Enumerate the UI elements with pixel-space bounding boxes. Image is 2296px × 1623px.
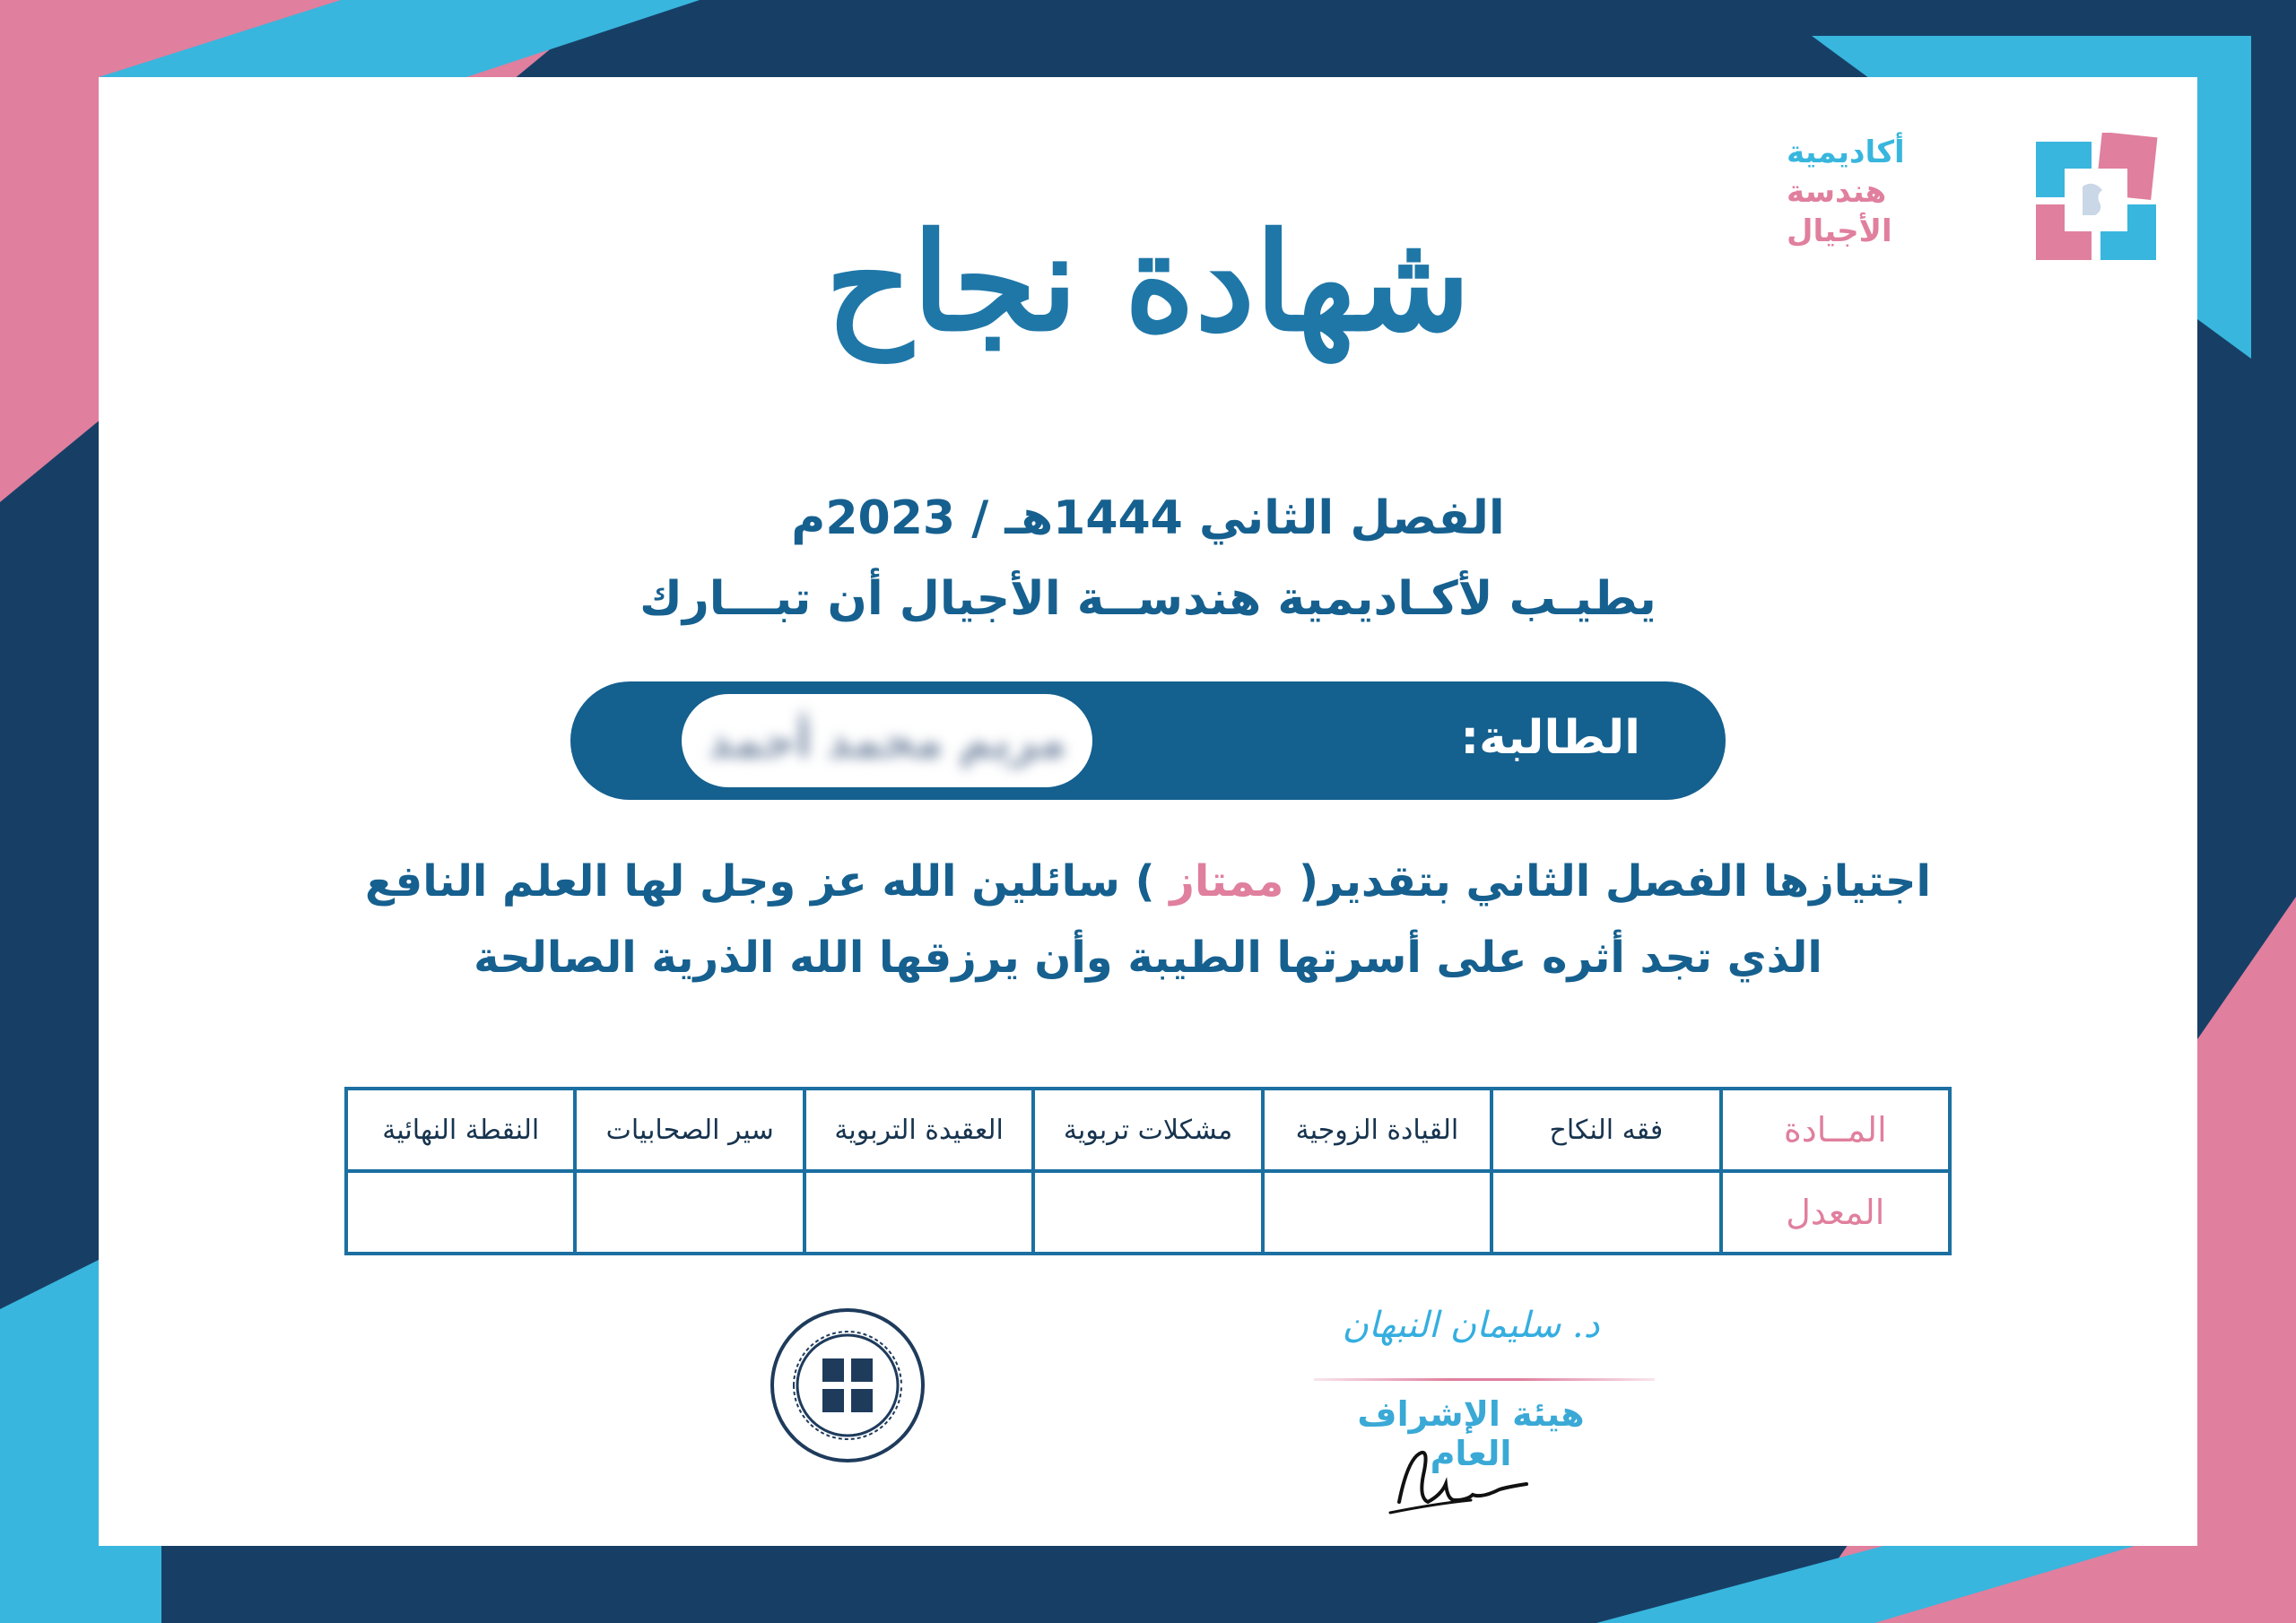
student-label: الطالبة: <box>1460 711 1640 765</box>
subject-cell: سير الصحابيات <box>575 1089 804 1171</box>
subject-cell: القيادة الزوجية <box>1263 1089 1492 1171</box>
body-line-1-start: اجتيازها الفصل الثاني بتقدير( <box>1299 856 1931 907</box>
body-line-1-end: ) سائلين الله عز وجل لها العلم النافع <box>365 856 1155 907</box>
body-line-2: الذي تجد أثره على أسرتها الطيبة وأن يرزقها الله الذرية الصالحة <box>474 933 1822 983</box>
academy-stamp-icon <box>767 1305 928 1466</box>
student-name: مريم محمد أحمد <box>708 716 1066 768</box>
average-cell <box>1263 1171 1492 1254</box>
subject-cell: فقه النكاح <box>1492 1089 1720 1171</box>
signatory-name: د. سليمان النبهان <box>1342 1305 1600 1346</box>
grade-text: ممتاز <box>1170 856 1284 907</box>
logo-line-1: أكاديمية <box>1787 135 1905 170</box>
body-line-1 <box>323 856 1973 907</box>
academy-logo <box>1787 133 2163 267</box>
subject-header: المــادة <box>1721 1089 1950 1171</box>
subject-cell: العقيدة التربوية <box>804 1089 1033 1171</box>
certificate-title: شهادة نجاح <box>825 204 1471 361</box>
semester-text: الفصل الثاني 1444هـ / 2023م <box>791 491 1505 545</box>
student-banner <box>570 681 1726 800</box>
table-row <box>346 1089 1950 1171</box>
average-cell <box>804 1171 1033 1254</box>
table-row <box>346 1171 1950 1254</box>
logo-mark-icon <box>2029 133 2163 267</box>
average-cell <box>575 1171 804 1254</box>
logo-line-2: هندسة <box>1787 174 1887 210</box>
handwritten-signature-icon <box>1381 1439 1552 1524</box>
signature-divider <box>1314 1378 1655 1381</box>
grades-table <box>344 1087 1952 1255</box>
logo-text <box>1787 133 2011 251</box>
average-cell <box>346 1171 575 1254</box>
subject-cell: النقطة النهائية <box>346 1089 575 1171</box>
subject-cell: مشكلات تربوية <box>1033 1089 1262 1171</box>
average-header: المعدل <box>1721 1171 1950 1254</box>
logo-line-3: الأجيال <box>1787 213 1892 249</box>
signatory-role: هيئة الإشراف العام <box>1357 1394 1585 1473</box>
student-name-box <box>682 694 1092 787</box>
average-cell <box>1033 1171 1262 1254</box>
congratulation-text: يطيـب لأكـاديمية هندســة الأجيال أن تبـــارك <box>639 572 1657 626</box>
average-cell <box>1492 1171 1720 1254</box>
